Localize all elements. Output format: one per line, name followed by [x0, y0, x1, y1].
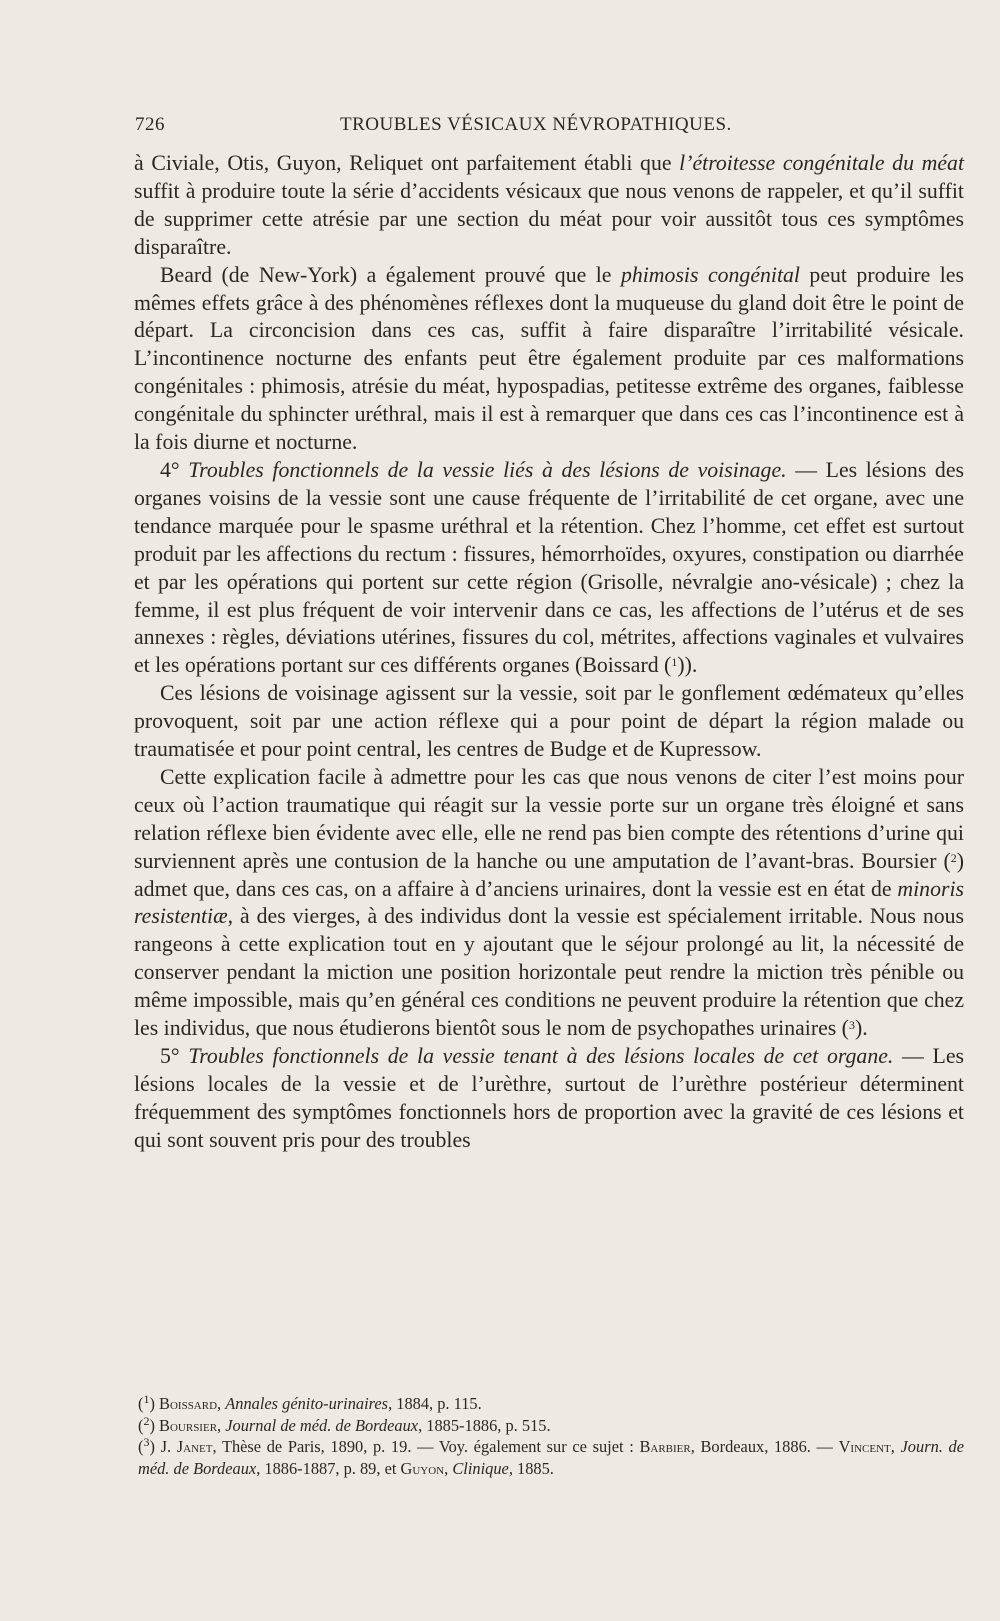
- text-run: , 1885-1886, p. 515.: [418, 1415, 551, 1435]
- text-run: — Les lésions locales de la vessie et de l’urèthre, surtout de l’urèthre postérieur déterminent fréquemment des symptômes fonctionnels hors de proportion avec la gravité de ces lésions et qui sont souvent pris pour des troubles: [134, 1044, 964, 1152]
- body-text: [134, 150, 964, 1155]
- text-run: Cette explication facile à admettre pour les cas que nous venons de citer l’est moins pour ceux où l’action traumatique qui réagit sur la vessie porte sur un organe très éloigné et sans relation réflexe bien évidente avec elle, elle ne rend pas bien compte des rétentions d’urine qui surviennent après une contusion de la hanche ou une amputation de l’avant-bras. Boursier (: [134, 764, 964, 873]
- footnote-ref: 1: [671, 655, 678, 670]
- footnote-mark: 1: [143, 1392, 150, 1406]
- text-run: )).: [677, 653, 698, 678]
- footnote-2: ($^2$) Boursier, Journal de méd. de Bordeaux, 1885-1886, p. 515.: [138, 1413, 551, 1435]
- footnote-title: Clinique: [452, 1458, 509, 1478]
- italic-term: minoris resistentiæ: [134, 876, 964, 929]
- text-run: suffit à produire toute la série d’accidents vésicaux que nous venons de rappeler, et qu’il suffit de supprimer cette atrésie par une section du méat pour voir aussitôt tous ces symptômes disparaître.: [134, 178, 964, 259]
- footnote-author: Vincent: [838, 1437, 891, 1456]
- text-run: Beard (de New-York) a également prouvé que le: [160, 262, 621, 287]
- footnote-title: Journ. de méd. de Bordeaux: [138, 1437, 965, 1478]
- footnote-mark: 2: [143, 1413, 150, 1428]
- footnote-author: Barbier: [639, 1437, 691, 1456]
- footnotes: [138, 1393, 964, 1479]
- section-number: 5°: [160, 1044, 180, 1068]
- text-run: , à des vierges, à des individus dont la vessie est spécialement irritable. Nous nous rangeons à cette explication tout en y ajoutant que le séjour prolongé au lit, la nécessité de conserver pendant la miction une position horizontale peut rendre la miction très pénible ou même impossible, mais qu’en général ces conditions ne peuvent produire la rétention que chez les individus, que nous étudierons bientôt sous le nom de psychopathes urinaires (: [134, 904, 964, 1041]
- paragraph-3: [134, 457, 964, 680]
- footnote-title: Annales génito-urinaires: [225, 1394, 389, 1413]
- text-run: — Les lésions des organes voisins de la vessie sont une cause fréquente de l’irritabilité de cet organe, avec une tendance marquée pour le spasme uréthral et la rétention. Chez l’homme, cet effet est surtout produit par les affections du rectum : fissures, hémorrhoïdes, oxyures, constipation ou diarrhée et par les opérations qui portent sur cette région (Grisolle, névralgie ano-vésicale) ; chez la femme, il est plus fréquent de voir intervenir dans ce cas, les affections de l’utérus et de ses annexes : règles, déviations utérines, fissures du col, métrites, affections vaginales et vulvaires et les opérations portant sur ces différents organes (Boissard (: [134, 457, 964, 678]
- text-run: ) admet que, dans ces cas, on a affaire à d’anciens urinaires, dont la vessie est en état de: [134, 848, 964, 901]
- footnote-ref: 3: [848, 1018, 855, 1033]
- footnote-author: Guyon: [400, 1458, 445, 1478]
- text-run: ).: [854, 1016, 868, 1041]
- italic-term: l’étroitesse congénitale du méat: [679, 151, 964, 175]
- footnote-1: ($^1$) Boissard, Annales génito-urinaires, 1884, p. 115.: [138, 1392, 482, 1413]
- footnote-ref: 2: [950, 850, 957, 865]
- running-header: [135, 114, 965, 142]
- text-run: , 1884, p. 115.: [388, 1394, 482, 1413]
- footnote-author: Boursier: [159, 1415, 218, 1435]
- footnote-author: J. Janet: [160, 1437, 213, 1456]
- page-number: 726: [135, 114, 165, 135]
- footnote-mark: 3: [143, 1435, 150, 1449]
- text-run: , 1885.: [508, 1458, 554, 1478]
- italic-term: phimosis congénital: [620, 262, 800, 287]
- footnote-3: ($^3$) J. Janet, Thèse de Paris, 1890, p. 19. — Voy. également sur ce sujet : Barbier, Bordeaux, 1886. — Vincent, Journ. de méd. de Bordeaux, 1886-1887, p. 89, et Guyon, Clinique, 1885.: [138, 1435, 965, 1478]
- text-run: , Bordeaux, 1886. —: [690, 1437, 839, 1456]
- text-run: , Thèse de Paris, 1890, p. 19. — Voy. également sur ce sujet :: [212, 1437, 640, 1456]
- paragraph-1: [134, 150, 964, 262]
- section-number: 4°: [160, 457, 180, 482]
- text-run: peut produire les mêmes effets grâce à des phénomènes réflexes dont la muqueuse du gland doit être le point de départ. La circoncision dans ces cas, suffit à faire disparaître l’irritabilité vésicale. L’incontinence nocturne des enfants peut être également produite par ces malformations congénitales : phimosis, atrésie du méat, hypospadias, petitesse extrême des organes, faiblesse congénitale du sphincter uréthral, mais il est à remarquer que dans ces cas l’incontinence est à la fois diurne et nocturne.: [134, 262, 964, 455]
- paragraph-4: Ces lésions de voisinage agissent sur la vessie, soit par le gonflement œdémateux qu’elles provoquent, soit par une action réflexe qui a pour point de départ la région malade ou traumatisée et pour point central, les centres de Budge et de Kupressow.: [134, 681, 964, 762]
- text-run: à Civiale, Otis, Guyon, Reliquet ont parfaitement établi que: [134, 151, 680, 175]
- text-run: , 1886-1887, p. 89, et: [256, 1458, 401, 1478]
- paragraph-5: [134, 764, 964, 1043]
- paragraph-2: [134, 262, 964, 457]
- footnote-author: Boissard: [159, 1394, 218, 1413]
- section-heading: Troubles fonctionnels de la vessie liés à des lésions de voisinage.: [188, 457, 787, 482]
- section-heading: Troubles fonctionnels de la vessie tenant à des lésions locales de cet organe.: [188, 1044, 894, 1068]
- footnote-title: Journal de méd. de Bordeaux: [225, 1415, 419, 1435]
- running-title: TROUBLES VÉSICAUX NÉVROPATHIQUES.: [340, 114, 732, 135]
- paragraph-6: [134, 1043, 964, 1155]
